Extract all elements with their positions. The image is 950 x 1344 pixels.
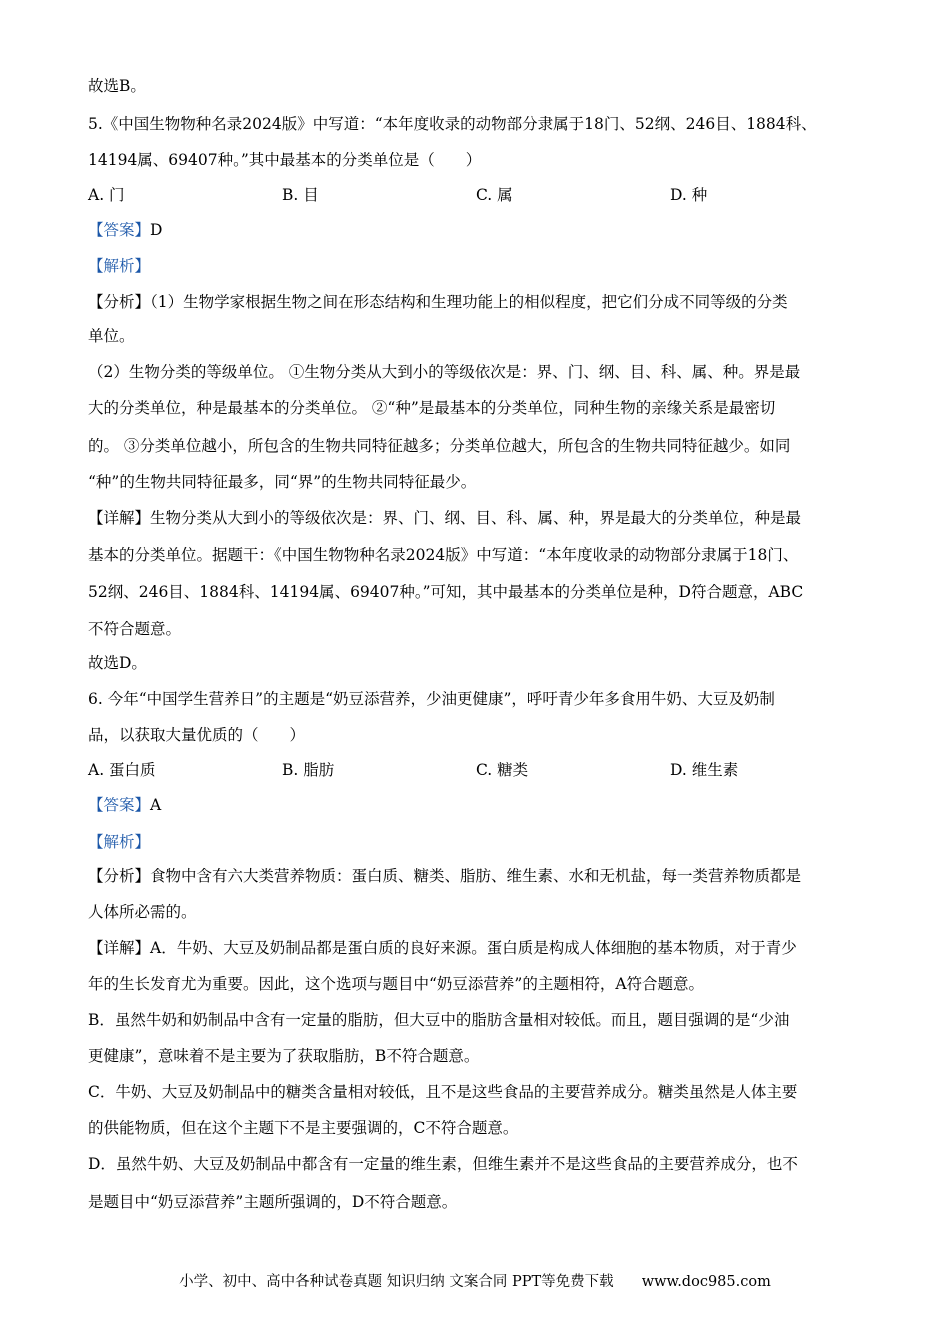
q6-detail-d1: D．虽然牛奶、大豆及奶制品中都含有一定量的维生素，但维生素并不是这些食品的主要营养成分，也不 <box>88 1155 798 1173</box>
q6-option-c: C. 糖类 <box>476 761 529 779</box>
q6-detail-d2: 是题目中“奶豆添营养”主题所强调的，D不符合题意。 <box>88 1193 458 1211</box>
q5-answer-tag: 【答案】 <box>88 221 151 239</box>
q5-analysis-tag: 【解析】 <box>88 257 151 275</box>
q5-fenxi-row1 <box>88 292 788 312</box>
q6-option-a: A. 蛋白质 <box>88 761 156 779</box>
q5-option-d: D. 种 <box>670 186 708 204</box>
footer-text: 小学、初中、高中各种试卷真题 知识归纳 文案合同 PPT等免费下载 <box>179 1274 614 1290</box>
q5-detail-line2: 基本的分类单位。据题干：《中国生物物种名录2024版》中写道：“本年度收录的动物部分隶属于18门、 <box>88 546 799 564</box>
q5-fenxi-line4: 大的分类单位，种是最基本的分类单位。 ②“种”是最基本的分类单位，同种生物的亲缘关系是最密切 <box>88 399 776 417</box>
q5-detail-line1: 生物分类从大到小的等级依次是：界、门、纲、目、科、属、种，界是最大的分类单位，种是最 <box>150 509 802 527</box>
q6-stem-line1: 6. 今年“中国学生营养日”的主题是“奶豆添营养，少油更健康”，呼吁青少年多食用牛奶、大豆及奶制 <box>88 690 775 708</box>
q5-conclusion: 故选D。 <box>88 654 147 672</box>
q6-answer-row <box>88 795 161 815</box>
q6-detail-a2: 年的生长发育尤为重要。因此，这个选项与题目中“奶豆添营养”的主题相符，A符合题意。 <box>88 975 705 993</box>
prev-conclusion: 故选B。 <box>88 77 146 95</box>
q5-fenxi-line6: “种”的生物共同特征最多，同“界”的生物共同特征最少。 <box>88 473 477 491</box>
q6-detail-c2: 的供能物质，但在这个主题下不是主要强调的，C不符合题意。 <box>88 1119 519 1137</box>
page-footer <box>0 1270 950 1291</box>
q6-fenxi-row1 <box>88 866 801 886</box>
q5-analysis-row <box>88 256 150 276</box>
q5-fenxi-line5: 的。 ③分类单位越小，所包含的生物共同特征越多；分类单位越大，所包含的生物共同特征越少。如同 <box>88 437 791 455</box>
q6-stem-line2: 品，以获取大量优质的（ ） <box>88 726 306 744</box>
q6-detail-tag: 【详解】 <box>88 939 151 957</box>
q6-answer-tag: 【答案】 <box>88 796 151 814</box>
q6-fenxi-tag: 【分析】 <box>88 867 151 885</box>
q5-detail-row1 <box>88 508 801 528</box>
q5-answer-row <box>88 220 162 240</box>
q5-fenxi-tag: 【分析】 <box>88 293 151 311</box>
q5-fenxi-line3: （2）生物分类的等级单位。 ①生物分类从大到小的等级依次是：界、门、纲、目、科、属、种。界是最 <box>88 363 801 381</box>
q5-detail-tag: 【详解】 <box>88 509 151 527</box>
q6-fenxi-line2: 人体所必需的。 <box>88 903 197 921</box>
q6-option-d: D. 维生素 <box>670 761 739 779</box>
q5-option-a: A. 门 <box>88 186 125 204</box>
q5-detail-line4: 不符合题意。 <box>88 620 182 638</box>
q6-analysis-tag: 【解析】 <box>88 833 151 851</box>
q5-stem-line1: 5.《中国生物物种名录2024版》中写道：“本年度收录的动物部分隶属于18门、52纲、246目、1884科、 <box>88 115 817 133</box>
q5-fenxi-line1: （1）生物学家根据生物之间在形态结构和生理功能上的相似程度，把它们分成不同等级的分类 <box>150 293 788 311</box>
q5-option-c: C. 属 <box>476 186 513 204</box>
q5-detail-line3: 52纲、246目、1884科、14194属、69407种。”可知，其中最基本的分类单位是种，D符合题意，ABC <box>88 583 804 601</box>
q6-detail-row1 <box>88 938 797 958</box>
q6-detail-c1: C．牛奶、大豆及奶制品中的糖类含量相对较低，且不是这些食品的主要营养成分。糖类虽然是人体主要 <box>88 1083 798 1101</box>
footer-site-link[interactable]: www.doc985.com <box>641 1274 771 1290</box>
q6-analysis-row <box>88 832 150 852</box>
q5-option-b: B. 目 <box>282 186 319 204</box>
q6-fenxi-line1: 食物中含有六大类营养物质：蛋白质、糖类、脂肪、维生素、水和无机盐，每一类营养物质都是 <box>150 867 802 885</box>
q5-answer: D <box>150 221 163 239</box>
q6-detail-b2: 更健康”，意味着不是主要为了获取脂肪，B不符合题意。 <box>88 1047 480 1065</box>
q6-option-b: B. 脂肪 <box>282 761 335 779</box>
q5-fenxi-line2: 单位。 <box>88 327 135 345</box>
q6-detail-b1: B．虽然牛奶和奶制品中含有一定量的脂肪，但大豆中的脂肪含量相对较低。而且，题目强调的是“少油 <box>88 1011 790 1029</box>
q5-stem-line2: 14194属、69407种。”其中最基本的分类单位是（ ） <box>88 151 482 169</box>
q6-answer: A <box>150 796 162 814</box>
q6-detail-a1: A．牛奶、大豆及奶制品都是蛋白质的良好来源。蛋白质是构成人体细胞的基本物质，对于青少 <box>150 939 797 957</box>
